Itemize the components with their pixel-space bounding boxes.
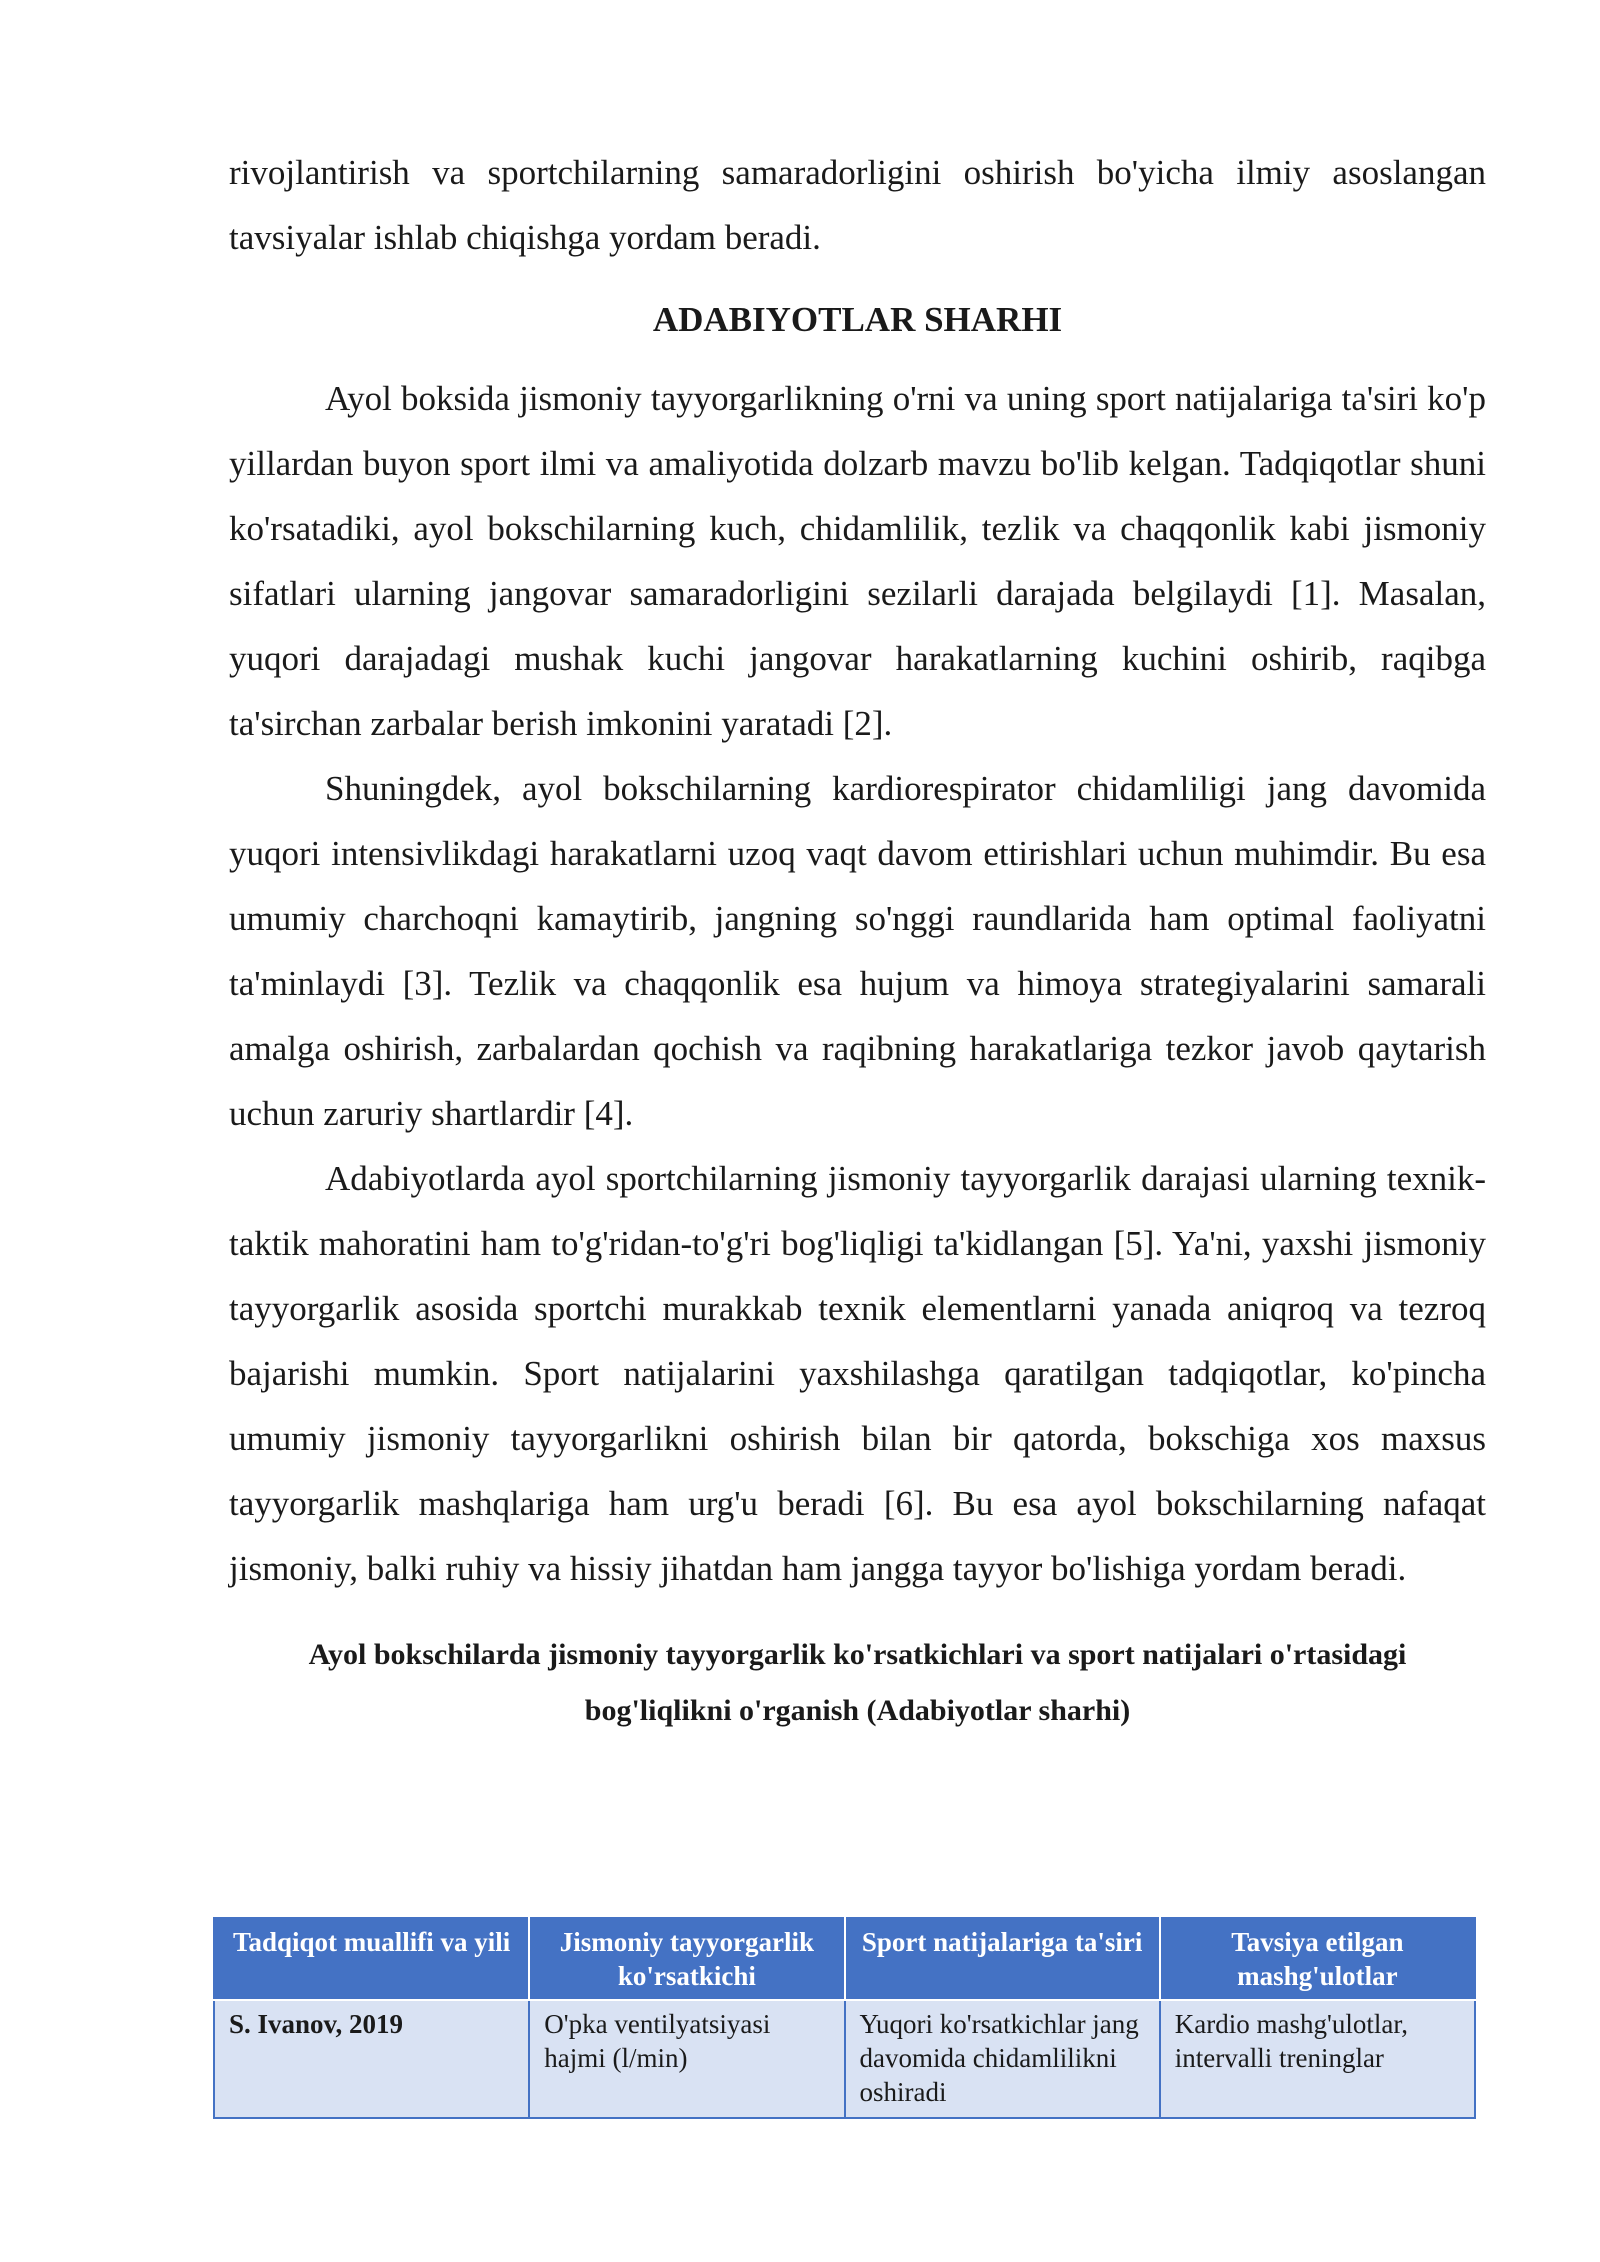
literature-table-container bbox=[213, 1917, 1476, 2119]
section-heading: ADABIYOTLAR SHARHI bbox=[652, 300, 1063, 339]
table-caption: Ayol bokschilarda jismoniy tayyorgarlik ko'rsatkichlari va sport natijalari o'rtasidagi bog'liqlikni o'rganish (Adabiyotlar sharhi) bbox=[308, 1638, 1407, 1727]
literature-paragraph-3: Adabiyotlarda ayol sportchilarning jismoniy tayyorgarlik darajasi ularning texnik-taktik mahoratini ham to'g'ridan-to'g'ri bog'liqligi ta'kidlangan [5]. Ya'ni, yaxshi jismoniy tayyorgarlik asosida sportchi murakkab texnik elementlarni yanada aniqroq va tezroq bajarishi mumkin. Sport natijalarini yaxshilashga qaratilgan tadqiqotlar, ko'pincha umumiy jismoniy tayyorgarlikni oshirish bilan bir qatorda, bokschiga xos maxsus tayyorgarlik mashqlariga ham urg'u beradi [6]. Bu esa ayol bokschilarning nafaqat jismoniy, balki ruhiy va hissiy jihatdan ham jangga tayyor bo'lishiga yordam beradi. bbox=[229, 1159, 1486, 1588]
cell-recommended-training: Kardio mashg'ulotlar, intervalli treninglar bbox=[1160, 2000, 1475, 2118]
header-effect-on-results: Sport natijalariga ta'siri bbox=[845, 1918, 1160, 2000]
literature-paragraph-1: Ayol boksida jismoniy tayyorgarlikning o'rni va uning sport natijalariga ta'siri ko'p yillardan buyon sport ilmi va amaliyotida dolzarb mavzu bo'lib kelgan. Tadqiqotlar shuni ko'rsatadiki, ayol bokschilarning kuch, chidamlilik, tezlik va chaqqonlik kabi jismoniy sifatlari ularning jangovar samaradorligini sezilarli darajada belgilaydi [1]. Masalan, yuqori darajadagi mushak kuchi jangovar harakatlarning kuchini oshirib, raqibga ta'sirchan zarbalar berish imkonini yaratadi [2]. bbox=[229, 379, 1486, 743]
table-row bbox=[214, 2000, 1475, 2118]
cell-physical-indicator: O'pka ventilyatsiyasi hajmi (l/min) bbox=[529, 2000, 844, 2118]
literature-paragraph-2: Shuningdek, ayol bokschilarning kardiorespirator chidamliligi jang davomida yuqori intensivlikdagi harakatlarni uzoq vaqt davom ettirishlari uchun muhimdir. Bu esa umumiy charchoqni kamaytirib, jangning so'nggi raundlarida ham optimal faoliyatni ta'minlaydi [3]. Tezlik va chaqqonlik esa hujum va himoya strategiyalarini samarali amalga oshirish, zarbalardan qochish va raqibning harakatlariga tezkor javob qaytarish uchun zaruriy shartlardir [4]. bbox=[229, 769, 1486, 1133]
intro-continuation-paragraph: rivojlantirish va sportchilarning samaradorligini oshirish bo'yicha ilmiy asoslangan tavsiyalar ishlab chiqishga yordam beradi. bbox=[229, 153, 1486, 257]
header-physical-indicator: Jismoniy tayyorgarlik ko'rsatkichi bbox=[529, 1918, 844, 2000]
header-recommended-training: Tavsiya etilgan mashg'ulotlar bbox=[1160, 1918, 1475, 2000]
literature-table bbox=[213, 1917, 1476, 2119]
document-body bbox=[229, 140, 1486, 1739]
table-header-row bbox=[214, 1918, 1475, 2000]
header-author-year: Tadqiqot muallifi va yili bbox=[214, 1918, 529, 2000]
cell-author-year: S. Ivanov, 2019 bbox=[214, 2000, 529, 2118]
cell-effect-on-results: Yuqori ko'rsatkichlar jang davomida chidamlilikni oshiradi bbox=[845, 2000, 1160, 2118]
